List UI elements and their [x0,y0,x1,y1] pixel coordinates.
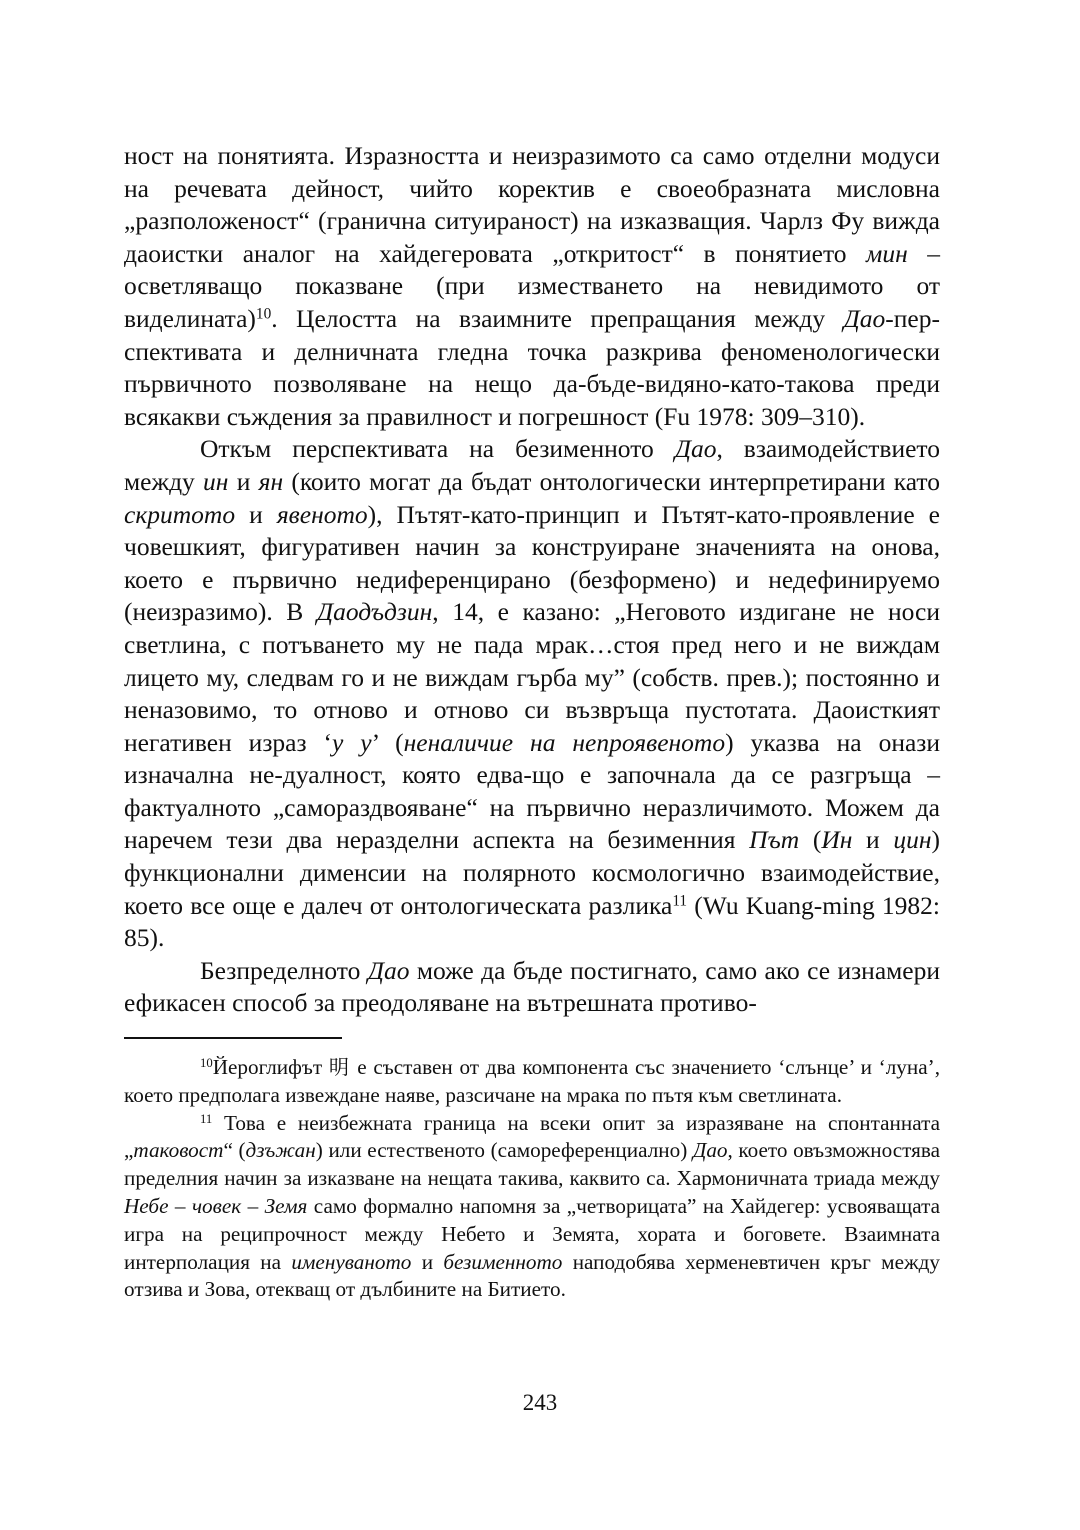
text-run: наподобява херменевтичен кръг между отзива и Зова, отекващ от дълбините на Битието. [124,1249,940,1302]
paragraph-2 [124,433,940,955]
text-run: “ ( [223,1138,246,1163]
italic-term: у у [331,727,372,757]
text-run: Йероглифът [212,1055,329,1079]
text-run: ) указва на онази изначална не-дуалност, която едва-що е започнала да се разгръща – фактуалното „самораздвояване“ на първично неразличимото. Можем да наречем тези два неразделни аспекта на безименния [124,727,940,855]
text-run: ( [799,825,822,855]
italic-term: Дао [692,1138,728,1163]
footnote-divider [124,1037,342,1039]
text-run: Откъм перспективата на безименното [200,434,675,464]
text-run: Това е неизбежната граница на всеки опит за изразяване на спонтанната „ [124,1110,940,1163]
text-run: и [235,499,277,529]
footnote-ref-10[interactable]: 10 [255,305,272,323]
footnote-10 [124,1054,940,1110]
main-text [124,140,940,1020]
italic-term: ин [203,466,229,496]
text-run: Безпределното [200,955,368,985]
text-run: . Целостта на взаимните препращания между [271,303,844,333]
text-run: , 14, е казано: „Неговото издигане не носи светлина, с потъването му не пада мрак…стоя пред него и не виждам лицето му, следвам го и не виждам гърба му” (собств. прев.); постоянно и неназовимо, то отново и отново си възвръща пустотата. Даоисткият негативен израз ‘ [124,597,940,757]
text-run: ност на понятията. Изразността и неизразимото са само отделни модуси на речевата дейност, чийто коректив е своеобразната мисловна „разположеност“ (гранична ситуираност) на изказващия. Чарлз Фу вижда даоистки аналог на хайдегеровата „откритост“ в понятието [124,141,940,268]
text-run: е съставен от два компонента със значението ‘слънце’ и ‘луна’, което предполага извеждане наяве, разсичане на мрака по пътя към светлината. [124,1055,940,1107]
paragraph-3 [124,955,940,1020]
footnotes [124,1054,940,1304]
italic-term: явеното [276,499,368,529]
text-run: – осветляващо показване (при изместването на невидимото от виделината) [124,238,940,333]
footnote-number: 10 [200,1056,213,1071]
text-run: само формално напомня за „четворицата” на Хайдегер: усвояващата игра на реципрочност между Небето и Земята, хората и боговете. Взаимната интерполация на [124,1193,941,1274]
text-run: ) функционални дименсии на полярното космологично взаимодействие, което все още е далеч от онтологическата разлика [124,825,940,920]
italic-term: Път [749,825,800,855]
text-run: (които могат да бъдат онтологически интерпретирани като [283,466,940,496]
chinese-character: 明 [328,1055,351,1079]
text-run: -перспективата и делничната гледна точка разкрива феноменологически първичното позволяване на нещо да-бъде-видяно-като-такова преди всякакви съждения за правилност и погрешност (Fu 1978: 309–310). [124,303,940,431]
text-run: , което овъзможностява пределния начин за изказване на нещата такива, каквито са. Хармоничната триада между [124,1138,940,1191]
text-run: може да бъде постигнато, само ако се изнамери ефикасен способ за преодоляване на вътрешната противо- [124,955,940,1018]
text-run: , взаимодействието между [124,434,940,496]
footnote-number: 11 [200,1111,213,1126]
text-run: и [228,466,259,496]
text-run: ), Пътят-като-принцип и Пътят-като-проявление е човешкият, фигуративен начин за конструиране значенията на онова, което е първично недиференцирано (безформено) и недефинируемо (неизразимо). В [124,499,940,627]
footnote-ref-11[interactable]: 11 [672,892,688,910]
italic-term: дзъжан [245,1138,316,1163]
italic-term: мин [866,238,908,268]
italic-term: ян [258,466,284,496]
text-run: и [411,1249,444,1274]
paragraph-1 [124,140,940,433]
text-run: ’ ( [371,727,404,757]
italic-term: таковост [133,1138,224,1163]
italic-term: Дао [367,955,410,985]
italic-term: Дао [843,303,886,333]
italic-term: цин [893,825,932,855]
text-run: (Wu Kuang-ming 1982: 85). [124,890,940,953]
italic-term: неналичие на непроявеното [403,727,726,757]
italic-term: Даодъдзин [316,597,433,627]
italic-term: Ин [821,825,853,855]
italic-term: безименното [443,1249,563,1274]
text-run: ) или естественото (самореференциално) [315,1138,693,1163]
italic-term: именуваното [291,1249,412,1274]
footnote-11 [124,1110,940,1305]
text-run: и [852,825,894,855]
italic-term: Дао [674,434,717,464]
italic-term: Небе – човек – Земя [124,1193,308,1218]
page-number: 243 [522,1390,558,1415]
italic-term: скритото [124,499,236,529]
